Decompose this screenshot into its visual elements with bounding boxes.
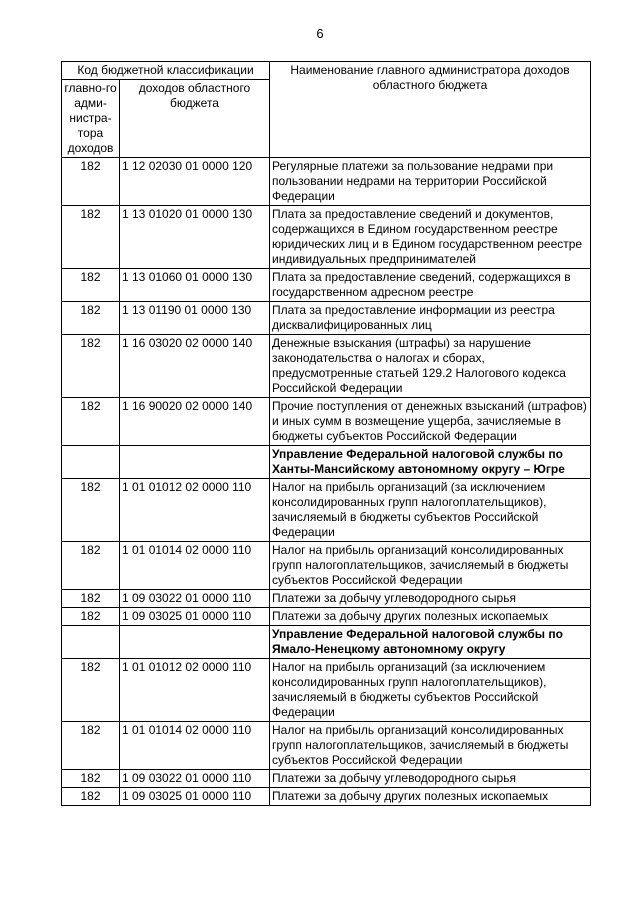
admin-code-cell: 182	[62, 659, 120, 722]
admin-code-cell: 182	[62, 269, 120, 302]
table-row	[62, 722, 591, 770]
admin-code-cell: 182	[62, 788, 120, 806]
table-row	[62, 542, 591, 590]
budget-classification-table	[61, 61, 591, 806]
table-row	[62, 479, 591, 542]
budget-code-cell: 1 13 01020 01 0000 130	[120, 206, 270, 269]
revenue-name-cell: Управление Федеральной налоговой службы по Ханты-Мансийскому автономному округу – Югре	[270, 446, 591, 479]
admin-code-cell: 182	[62, 398, 120, 446]
budget-code-cell: 1 13 01190 01 0000 130	[120, 302, 270, 335]
table-body	[62, 158, 591, 806]
revenue-name-cell: Налог на прибыль организаций консолидированных групп налогоплательщиков, зачисляемый в бюджеты субъектов Российской Федерации	[270, 542, 591, 590]
table-row	[62, 590, 591, 608]
revenue-name-cell: Налог на прибыль организаций консолидированных групп налогоплательщиков, зачисляемый в бюджеты субъектов Российской Федерации	[270, 722, 591, 770]
revenue-name-cell: Платежи за добычу других полезных ископаемых	[270, 608, 591, 626]
budget-code-cell: 1 13 01060 01 0000 130	[120, 269, 270, 302]
table-row	[62, 269, 591, 302]
revenue-name-cell: Платежи за добычу других полезных ископаемых	[270, 788, 591, 806]
budget-code-cell	[120, 446, 270, 479]
header-budget-code-group: Код бюджетной классификации	[62, 62, 270, 80]
table-row	[62, 659, 591, 722]
page-number: 6	[316, 26, 324, 41]
section-header-row	[62, 626, 591, 659]
admin-code-cell: 182	[62, 158, 120, 206]
budget-code-cell: 1 09 03022 01 0000 110	[120, 770, 270, 788]
budget-code-cell: 1 09 03025 01 0000 110	[120, 608, 270, 626]
revenue-name-cell: Налог на прибыль организаций (за исключением консолидированных групп налогоплательщиков), зачисляемый в бюджеты субъектов Российской Федерации	[270, 479, 591, 542]
budget-code-cell: 1 01 01014 02 0000 110	[120, 542, 270, 590]
revenue-name-cell: Управление Федеральной налоговой службы по Ямало-Ненецкому автономному округу	[270, 626, 591, 659]
budget-code-cell: 1 16 03020 02 0000 140	[120, 335, 270, 398]
header-chief-administrator: главно-го адми-нистра-тора доходов	[62, 80, 120, 158]
table-row	[62, 788, 591, 806]
table-row	[62, 608, 591, 626]
revenue-name-cell: Платежи за добычу углеводородного сырья	[270, 590, 591, 608]
admin-code-cell: 182	[62, 722, 120, 770]
budget-code-cell: 1 01 01012 02 0000 110	[120, 659, 270, 722]
header-administrator-name: Наименование главного администратора доходов областного бюджета	[270, 62, 591, 158]
admin-code-cell: 182	[62, 206, 120, 269]
budget-code-cell: 1 09 03025 01 0000 110	[120, 788, 270, 806]
admin-code-cell: 182	[62, 302, 120, 335]
budget-code-cell: 1 12 02030 01 0000 120	[120, 158, 270, 206]
admin-code-cell: 182	[62, 479, 120, 542]
table-row	[62, 398, 591, 446]
table-row	[62, 770, 591, 788]
table-row	[62, 302, 591, 335]
admin-code-cell: 182	[62, 770, 120, 788]
revenue-name-cell: Платежи за добычу углеводородного сырья	[270, 770, 591, 788]
admin-code-cell	[62, 626, 120, 659]
revenue-name-cell: Налог на прибыль организаций (за исключением консолидированных групп налогоплательщиков), зачисляемый в бюджеты субъектов Российской Федерации	[270, 659, 591, 722]
admin-code-cell: 182	[62, 590, 120, 608]
table-row	[62, 206, 591, 269]
admin-code-cell	[62, 446, 120, 479]
table-row	[62, 335, 591, 398]
revenue-name-cell: Денежные взыскания (штрафы) за нарушение законодательства о налогах и сборах, предусмотренные статьей 129.2 Налогового кодекса Российской Федерации	[270, 335, 591, 398]
budget-code-cell: 1 16 90020 02 0000 140	[120, 398, 270, 446]
revenue-name-cell: Плата за предоставление сведений и документов, содержащихся в Едином государственном реестре юридических лиц и в Едином государственном реестре индивидуальных предпринимателей	[270, 206, 591, 269]
budget-code-cell: 1 01 01014 02 0000 110	[120, 722, 270, 770]
revenue-name-cell: Прочие поступления от денежных взысканий (штрафов) и иных сумм в возмещение ущерба, зачисляемые в бюджеты субъектов Российской Федерации	[270, 398, 591, 446]
budget-code-cell: 1 09 03022 01 0000 110	[120, 590, 270, 608]
revenue-name-cell: Плата за предоставление сведений, содержащихся в государственном адресном реестре	[270, 269, 591, 302]
table-header	[62, 62, 591, 158]
admin-code-cell: 182	[62, 542, 120, 590]
section-header-row	[62, 446, 591, 479]
admin-code-cell: 182	[62, 608, 120, 626]
header-regional-budget-income: доходов областного бюджета	[120, 80, 270, 158]
revenue-name-cell: Регулярные платежи за пользование недрами при пользовании недрами на территории Российской Федерации	[270, 158, 591, 206]
revenue-name-cell: Плата за предоставление информации из реестра дисквалифицированных лиц	[270, 302, 591, 335]
budget-code-cell: 1 01 01012 02 0000 110	[120, 479, 270, 542]
budget-code-cell	[120, 626, 270, 659]
table-row	[62, 158, 591, 206]
admin-code-cell: 182	[62, 335, 120, 398]
